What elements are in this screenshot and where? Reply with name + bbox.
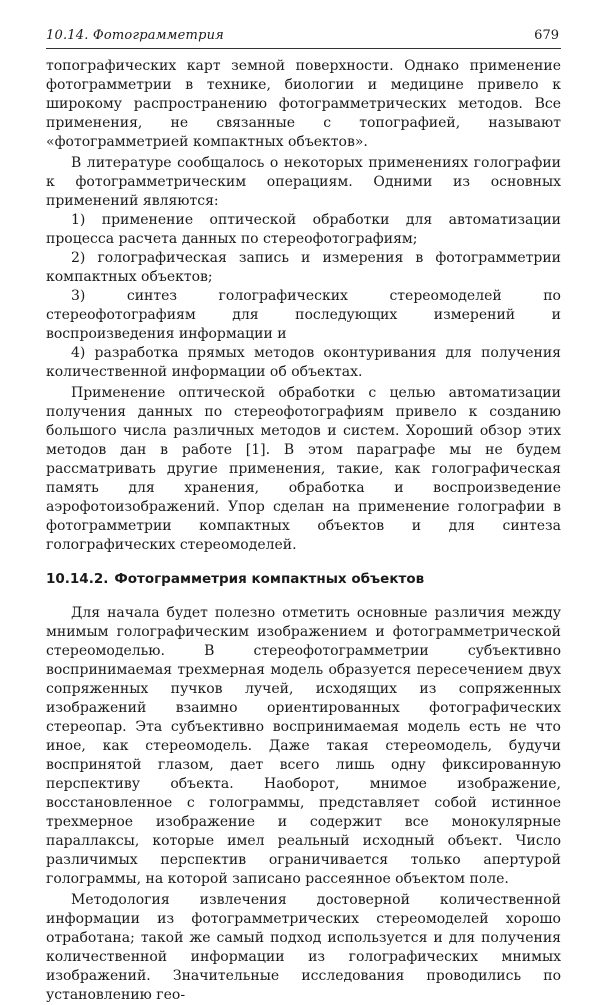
list-item-1: 1) применение оптической обработки для автоматизации процесса расчета данных по стереофотографиям;	[46, 212, 561, 247]
paragraph-optical-processing: Применение оптической обработки с целью автоматизации получения данных по стереофотографиям привело к созданию большого числа различных методов и систем. Хороший обзор этих методов дан в работе [1]. В этом параграфе мы не будем рассматривать другие применения, такие, как голографическая память для хранения, обработка и воспроизведение аэрофотоизображений. Упор сделан на применение голографии в фотограмметрии компактных объектов и для синтеза голографических стереомоделей.	[46, 385, 561, 553]
body-text	[46, 57, 561, 1005]
running-title: 10.14. Фотограмметрия	[46, 28, 224, 43]
page-number: 679	[534, 28, 559, 43]
section-heading	[46, 570, 561, 589]
list-item-4: 4) разработка прямых методов оконтуривания для получения количественной информации об объектах.	[46, 345, 561, 380]
list-item-2: 2) голографическая запись и измерения в фотограмметрии компактных объектов;	[46, 250, 561, 285]
running-head	[46, 26, 561, 49]
paragraph-differences: Для начала будет полезно отметить основные различия между мнимым голографическим изображением и фотограмметрической стереомоделью. В стереофотограмметрии субъективно воспринимаемая трехмерная модель образуется пересечением двух сопряженных пучков лучей, исходящих из сопряженных изображений взаимно ориентированных фотографических стереопар. Эта субъективно воспринимаемая модель есть не что иное, как стереомодель. Даже такая стереомодель, будучи воспринятой глазом, дает всего лишь одну фиксированную перспективу объекта. Наоборот, мнимое изображение, восстановленное с голограммы, представляет собой истинное трехмерное изображение и содержит все монокулярные параллаксы, которые имел реальный исходный объект. Число различимых перспектив ограничивается только апертурой голограммы, на которой записано рассеянное объектом поле.	[46, 605, 561, 887]
paragraph-continuation: топографических карт земной поверхности. Однако применение фотограмметрии в технике, биологии и медицине привело к широкому распространению фотограмметрических методов. Все применения, не связанные с топографией, называют «фотограмметрией компактных объектов».	[46, 58, 561, 150]
list-item-3: 3) синтез голографических стереомоделей по стереофотографиям для последующих измерений и воспроизведения информации и	[46, 288, 561, 342]
section-title: Фотограмметрия компактных объектов	[114, 571, 425, 587]
paragraph-methodology: Методология извлечения достоверной количественной информации из фотограмметрических стереомоделей хорошо отработана; такой же самый подход используется и для получения количественной информации из голографических мнимых изображений. Значительные исследования проводились по установлению гео-	[46, 892, 561, 1003]
paragraph-holography-applications: В литературе сообщалось о некоторых применениях голографии к фотограмметрическим операциям. Одними из основных применений являются:	[46, 155, 561, 209]
section-number: 10.14.2.	[46, 571, 109, 587]
book-page	[46, 26, 561, 1005]
